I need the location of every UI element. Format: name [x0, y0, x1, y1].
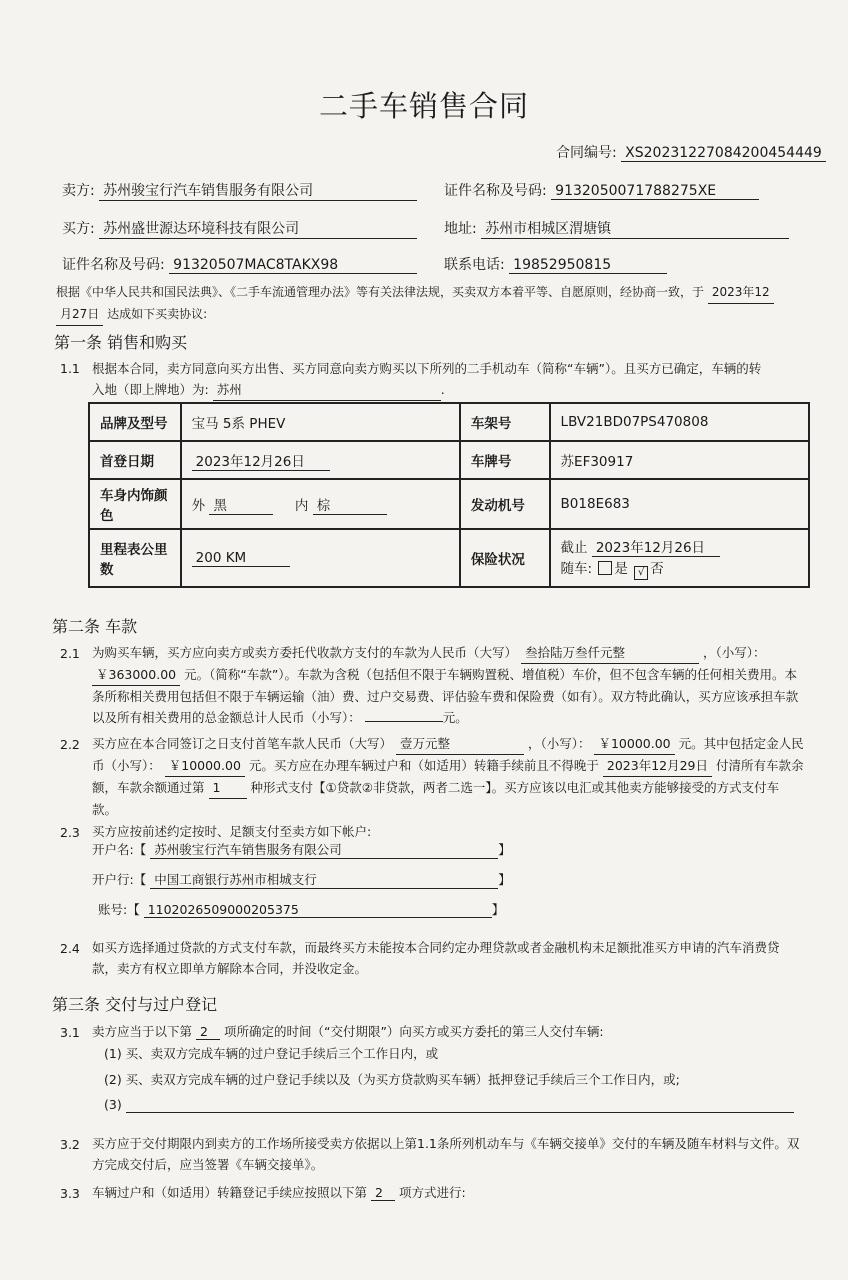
contract-number-label: 合同编号:: [556, 145, 617, 161]
brand-label: 品牌及型号: [89, 403, 181, 441]
brand-value: 宝马 5系 PHEV: [181, 403, 460, 441]
insurance-cell: [550, 529, 809, 587]
buyer-row: [62, 218, 417, 239]
registration-date-value: 2023年12月26日: [192, 450, 330, 471]
clause-2-2-text-e: 付清所有车款余额，车款余额通过第: [92, 758, 804, 795]
registration-date-cell: [181, 441, 460, 479]
buyer-name: 苏州盛世源达环境科技有限公司: [99, 218, 417, 239]
clause-2-2-text-c: 元。其中包括定金人民币（小写）：: [92, 736, 804, 773]
clause-2-2-text-b: ，（小写）：: [527, 736, 591, 751]
preamble-date-part1: 2023年12: [708, 282, 774, 304]
buyer-id-value: 91320507MAC8TAKX98: [169, 257, 417, 274]
preamble-text: 根据《中华人民共和国民法典》、《二手车流通管理办法》等有关法律法规，买卖双方本着平等、自愿原则，经协商一致，于: [56, 285, 705, 299]
delivery-option-3-blank: [126, 1097, 794, 1113]
insurance-label: 保险状况: [460, 529, 550, 587]
color-cell: [181, 479, 460, 529]
price-upper: 叁拾陆万叁仟元整: [521, 642, 699, 664]
clause-2-1-text-b: ，（小写）：: [702, 645, 766, 660]
mileage-cell: [181, 529, 460, 587]
clause-3-1-text-a: 卖方应当于以下第: [92, 1024, 193, 1039]
account-number-row: 账号:【 1102026509000205375 】: [98, 902, 505, 917]
buyer-address-value: 苏州市相城区渭塘镇: [481, 218, 789, 239]
article-1-title: 第一条 销售和购买: [54, 333, 188, 352]
exterior-color: 黑: [209, 494, 273, 515]
payment-method-number: 1: [209, 777, 247, 799]
clause-3-2-number: 3.2: [60, 1137, 80, 1152]
clause-3-3-text-a: 车辆过户和（如适用）转籍登记手续应按照以下第: [92, 1185, 368, 1200]
clause-3-3-number: 3.3: [60, 1186, 80, 1201]
delivery-option-1: (1) 买、卖双方完成车辆的过户登记手续后三个工作日内，或: [104, 1046, 439, 1061]
clause-2-2-text-d: 元。买方应在办理车辆过户和（如适用）转籍手续前且不得晚于: [248, 758, 599, 773]
seller-id-label: 证件名称及号码:: [444, 183, 547, 199]
vin-value: LBV21BD07PS470808: [550, 403, 809, 441]
transfer-option-number: 2: [371, 1185, 395, 1201]
color-label: 车身内饰颜色: [89, 479, 181, 529]
vin-label: 车架号: [460, 403, 550, 441]
seller-label: 卖方:: [62, 183, 95, 199]
clause-2-1-text-a: 为购买车辆，买方应向卖方或卖方委托代收款方支付的车款为人民币（大写）: [92, 645, 518, 660]
engine-value: B018E683: [550, 479, 809, 529]
buyer-address-label: 地址:: [444, 221, 477, 237]
account-number-value: 1102026509000205375: [144, 902, 492, 918]
with-car-label: 随车:: [560, 561, 593, 577]
interior-prefix: 内: [294, 497, 309, 514]
clause-3-1: [92, 1022, 604, 1040]
article-2-title: 第二条 车款: [52, 617, 138, 636]
registration-date-label: 首登日期: [89, 441, 181, 479]
account-name-row: 开户名:【 苏州骏宝行汽车销售服务有限公司 】: [92, 842, 511, 857]
contract-number-value: XS20231227084200454449: [621, 145, 826, 162]
total-amount-blank: [365, 721, 443, 722]
insurance-date: 2023年12月26日: [592, 536, 720, 557]
clause-1-1-text: 根据本合同，卖方同意向买方出售、买方同意向卖方购买以下所列的二手机动车（简称“车辆”）。且买方已确定，车辆的转入地（即上牌地）为:: [92, 361, 762, 397]
clause-1-1-number: 1.1: [60, 361, 80, 376]
transfer-place: 苏州: [213, 379, 441, 401]
clause-2-2-text-a: 买方应在本合同签订之日支付首笔车款人民币（大写）: [92, 736, 393, 751]
buyer-phone-label: 联系电话:: [444, 257, 505, 273]
account-bank-row: 开户行:【 中国工商银行苏州市相城支行 】: [92, 872, 511, 887]
seller-id-row: [444, 180, 759, 200]
first-payment-upper: 壹万元整: [396, 733, 524, 755]
preamble-text-end: 达成如下买卖协议:: [107, 307, 208, 321]
clause-2-2-text-f: 种形式支付【①贷款②非贷款，两者二选一】。买方应该以电汇或其他卖方能够接受的方式支付车款。: [92, 780, 780, 817]
buyer-id-row: [62, 254, 417, 274]
insurance-prefix: 截止: [560, 540, 588, 556]
vehicle-info-table: [88, 402, 810, 588]
clause-2-2: [92, 733, 804, 820]
deposit-amount: ￥10000.00: [165, 755, 245, 777]
clause-3-1-text-b: 项所确定的时间（“交付期限”）向买方或买方委托的第三人交付车辆:: [223, 1024, 604, 1039]
delivery-option-number: 2: [196, 1024, 220, 1040]
clause-3-3: [92, 1183, 466, 1201]
interior-color: 棕: [313, 494, 387, 515]
clause-2-3-text: 买方应按前述约定按时、足额支付至卖方如下帐户:: [92, 824, 372, 839]
preamble-date-part2: 月27日: [56, 304, 103, 326]
no-checkbox[interactable]: √: [634, 566, 648, 580]
engine-label: 发动机号: [460, 479, 550, 529]
clause-2-1: [92, 642, 804, 728]
clause-2-1-number: 2.1: [60, 646, 80, 661]
buyer-phone-value: 19852950815: [509, 257, 667, 274]
article-3-title: 第三条 交付与过户登记: [52, 995, 218, 1014]
clause-2-1-text-c: 元。（简称“车款”）。车款为含税（包括但不限于车辆购置税、增值税）车价，但不包含车辆的任何相关费用。本条所称相关费用包括但不限于车辆运输（油）费、过户交易费、评估验车费和保险费（如有）。双方特此确认，买方应该承担车款以及所有相关费用的总金额总计人民币（小写）：: [92, 667, 799, 725]
buyer-label: 买方:: [62, 221, 95, 237]
plate-value: 苏EF30917: [550, 441, 809, 479]
yes-label: 是: [614, 561, 628, 577]
clause-1-1: 根据本合同，卖方同意向买方出售、买方同意向卖方购买以下所列的二手机动车（简称“车辆”）。且买方已确定，车辆的转入地（即上牌地）为: 苏州 .: [92, 358, 772, 401]
account-bank-label: 开户行:: [92, 872, 134, 887]
mileage-value: 200 KM: [192, 550, 290, 567]
account-name-label: 开户名:: [92, 842, 134, 857]
clause-3-3-text-b: 项方式进行:: [398, 1185, 466, 1200]
delivery-option-3-label: (3): [104, 1097, 122, 1112]
buyer-phone-row: [444, 254, 667, 274]
plate-label: 车牌号: [460, 441, 550, 479]
mileage-label: 里程表公里数: [89, 529, 181, 587]
clause-2-2-number: 2.2: [60, 737, 80, 752]
first-payment-lower: ￥10000.00: [594, 733, 674, 755]
account-bank-value: 中国工商银行苏州市相城支行: [150, 870, 498, 889]
clause-2-4: 如买方选择通过贷款的方式支付车款，而最终买方未能按本合同约定办理贷款或者金融机构未足额批准买方申请的汽车消费贷款，卖方有权立即单方解除本合同，并没收定金。: [92, 940, 780, 976]
document-title: 二手车销售合同: [318, 89, 529, 123]
seller-name: 苏州骏宝行汽车销售服务有限公司: [99, 180, 417, 201]
clause-2-1-text-d: 元。: [442, 710, 468, 725]
clause-3-2: 买方应于交付期限内到卖方的工作场所接受卖方依据以上第1.1条所列机动车与《车辆交接单》交付的车辆及随车材料与文件。双方完成交付后，应当签署《车辆交接单》。: [92, 1136, 800, 1172]
clause-3-1-number: 3.1: [60, 1025, 80, 1040]
clause-2-4-number: 2.4: [60, 941, 80, 956]
no-label: 否: [650, 561, 664, 577]
clause-2-3-number: 2.3: [60, 825, 80, 840]
buyer-address-row: [444, 218, 789, 239]
yes-checkbox[interactable]: [598, 561, 612, 575]
price-lower: ￥363000.00: [92, 664, 180, 686]
seller-row: [62, 180, 417, 201]
delivery-option-3: [104, 1097, 794, 1113]
delivery-option-2: (2) 买、卖双方完成车辆的过户登记手续以及（为买方贷款购买车辆）抵押登记手续后三个工作日内，或;: [104, 1072, 680, 1087]
seller-id-value: 9132050071788275XE: [551, 183, 759, 200]
buyer-id-label: 证件名称及号码:: [62, 257, 165, 273]
contract-number-row: [556, 142, 826, 162]
final-payment-date: 2023年12月29日: [603, 755, 712, 777]
exterior-prefix: 外: [191, 497, 206, 514]
preamble: [56, 282, 796, 326]
account-number-label: 账号:: [98, 902, 128, 917]
account-name-value: 苏州骏宝行汽车销售服务有限公司: [150, 840, 498, 859]
